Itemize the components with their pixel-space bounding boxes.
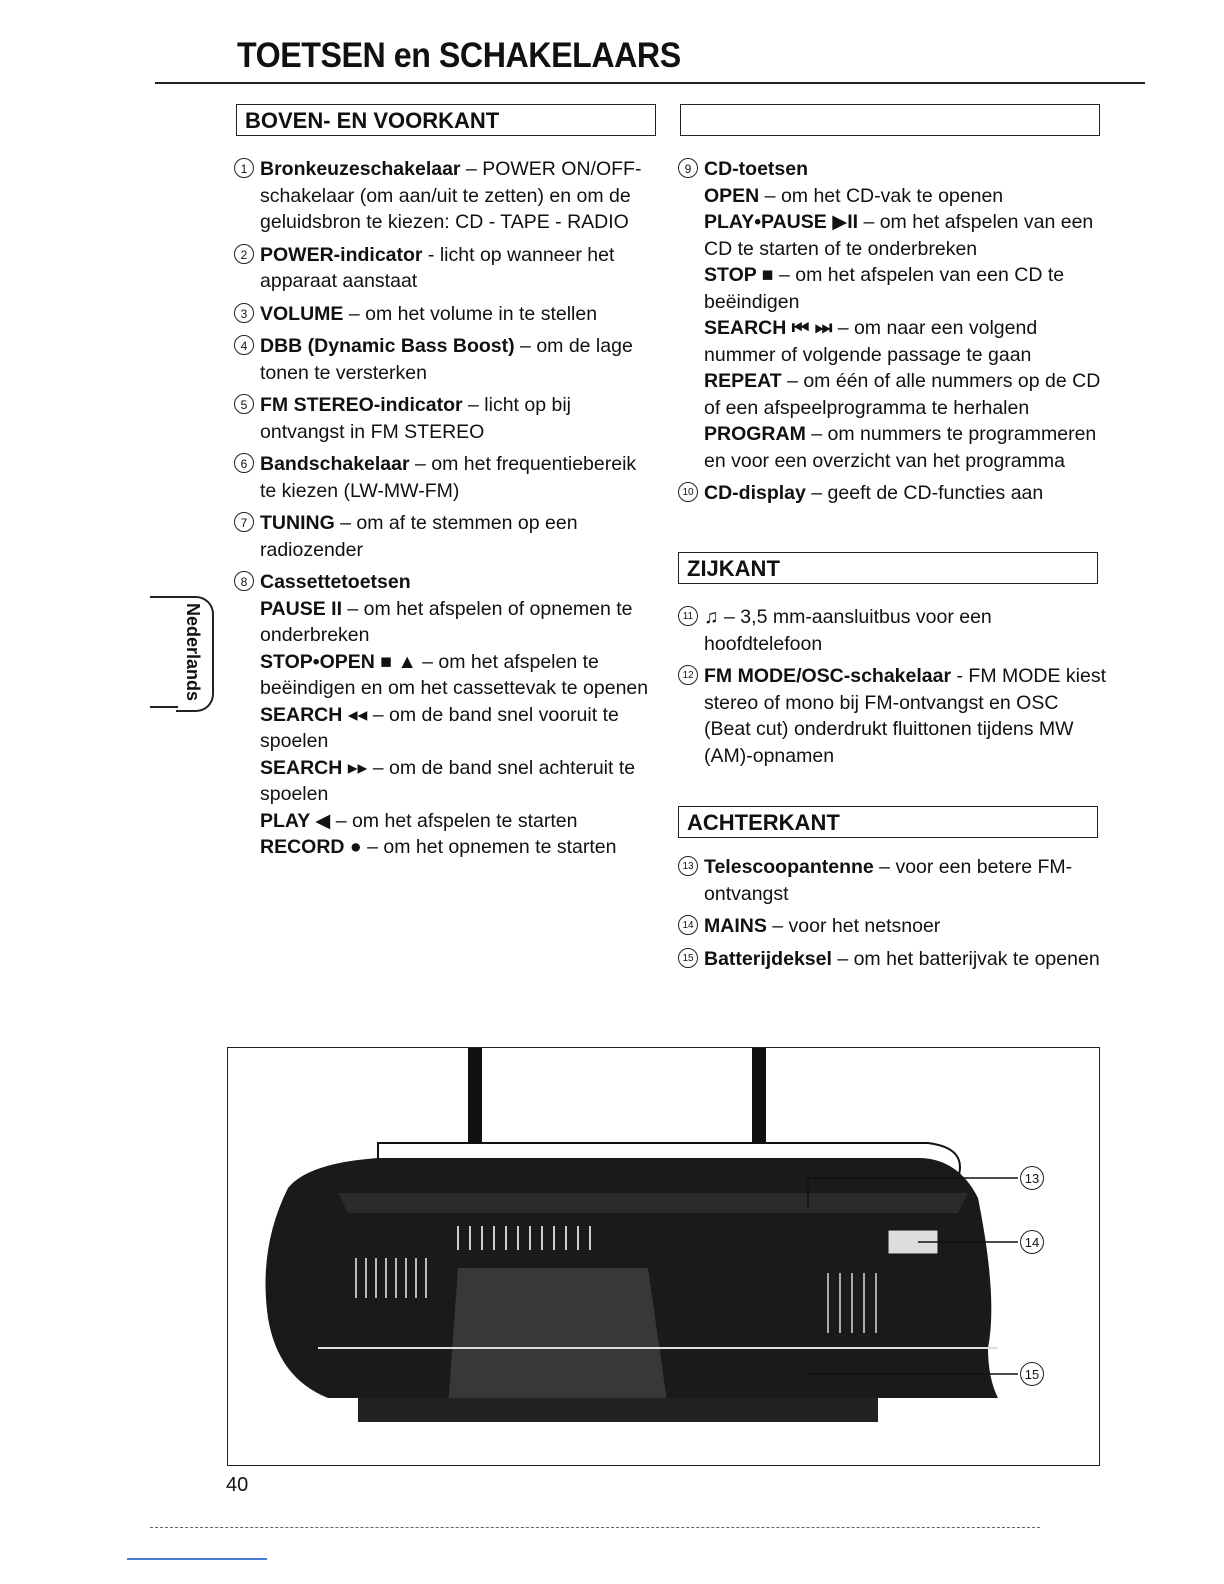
cd-display-label: CD-display	[704, 482, 806, 504]
item-number: 5	[234, 394, 254, 414]
header-side: ZIJKANT	[678, 552, 1098, 584]
item-text: - licht op wanneer het apparaat aanstaat	[260, 243, 615, 292]
sub-item-text: – om de band snel achteruit te spoelen	[260, 756, 636, 805]
sub-item	[260, 596, 654, 649]
item-label: Bronkeuzeschakelaar	[260, 158, 461, 180]
item-text: – om het frequentiebereik te kiezen (LW-MW-FM)	[260, 453, 637, 502]
sub-item-label: SEARCH ⏮ ⏭	[704, 317, 833, 339]
sub-item-text: – om het afspelen van een CD te starten of te onderbreken	[704, 211, 1094, 260]
sub-item-label: PLAY ◀	[260, 809, 331, 832]
item-label: ♫	[704, 606, 719, 628]
header-empty-box	[680, 104, 1100, 136]
sub-item-text: – om het afspelen te beëindigen en om het cassettevak te openen	[260, 650, 649, 699]
item-text: – 3,5 mm-aansluitbus voor een hoofdtelefoon	[704, 606, 992, 655]
sub-item-text: – om het afspelen van een CD te beëindigen	[704, 264, 1065, 313]
header-back: ACHTERKANT	[678, 806, 1098, 838]
tab-line-top	[150, 596, 178, 598]
list-item	[234, 301, 654, 328]
tab-line-bottom	[150, 706, 178, 708]
item-number: 2	[234, 244, 254, 264]
footer-blue-line	[127, 1558, 267, 1560]
footer-dash-line	[150, 1527, 1040, 1528]
list-item	[234, 451, 654, 504]
item-label: MAINS	[704, 915, 767, 937]
header-top-front: BOVEN- EN VOORKANT	[236, 104, 656, 136]
page-number: 40	[226, 1474, 249, 1496]
back-list	[678, 854, 1118, 978]
item-number: 13	[678, 856, 698, 876]
list-item	[678, 663, 1108, 769]
list-item	[678, 946, 1118, 973]
list-item	[234, 510, 654, 563]
sub-item	[704, 315, 1108, 368]
sub-item-label: OPEN	[704, 184, 760, 207]
item-label: TUNING	[260, 512, 335, 534]
sub-item-label: REPEAT	[704, 370, 782, 392]
list-item	[678, 604, 1108, 657]
item-label: VOLUME	[260, 302, 344, 325]
sub-item	[704, 209, 1108, 262]
item-text: – voor het netsnoer	[766, 915, 941, 937]
sub-item-label: PROGRAM	[704, 423, 806, 445]
list-item	[234, 392, 654, 445]
item-label: Bandschakelaar	[260, 453, 410, 475]
list-item	[678, 913, 1118, 940]
boombox-back-drawing	[228, 1048, 1100, 1466]
sub-item	[260, 755, 654, 808]
sub-item-text: – om het opnemen te starten	[361, 836, 617, 858]
item-text: – om het volume in te stellen	[343, 302, 598, 325]
sub-item-text: – om de band snel vooruit te spoelen	[260, 703, 619, 752]
item-text: – om de lage tonen te versterken	[260, 335, 633, 384]
item-label: DBB (Dynamic Bass Boost)	[260, 335, 515, 357]
sub-item-label: PAUSE II	[260, 597, 342, 620]
item-text: – voor een betere FM-ontvangst	[704, 856, 1073, 905]
right-column	[678, 156, 1108, 513]
cassette-entry	[234, 569, 654, 861]
sub-item-label: STOP ■	[704, 264, 774, 286]
item-label: FM STEREO-indicator	[260, 394, 463, 416]
item-text: – POWER ON/OFF-schakelaar (om aan/uit te zetten) en om de geluidsbron te kiezen: CD - TAPE - RADIO	[260, 158, 642, 233]
sub-item-text: – om het afspelen of opnemen te onderbreken	[260, 597, 633, 646]
item-number: 8	[234, 571, 254, 591]
cd-display-entry	[678, 480, 1108, 507]
cassette-label: Cassettetoetsen	[260, 571, 411, 593]
sub-item-text: – om het afspelen te starten	[330, 809, 578, 832]
sub-item	[704, 262, 1108, 315]
item-text: – om af te stemmen op een radiozender	[260, 512, 578, 561]
sub-item-text: – om het CD-vak te openen	[759, 184, 1004, 207]
item-number: 1	[234, 158, 254, 178]
sub-item-text: – om één of alle nummers op de CD of een afspeelprogramma te herhalen	[704, 370, 1101, 419]
item-label: POWER-indicator	[260, 243, 423, 266]
callout-number: 13	[1020, 1166, 1044, 1190]
item-text: – licht op bij ontvangst in FM STEREO	[260, 394, 571, 443]
item-label: Batterijdeksel	[704, 947, 832, 970]
page-title: TOETSEN en SCHAKELAARS	[237, 36, 681, 75]
item-text: – om het batterijvak te openen	[831, 947, 1100, 970]
sub-item	[260, 808, 654, 835]
sub-item	[704, 368, 1108, 421]
item-number: 4	[234, 335, 254, 355]
sub-item	[260, 649, 654, 702]
sub-item	[704, 421, 1108, 474]
item-label: Telescoopantenne	[704, 856, 874, 878]
sub-item-label: RECORD ●	[260, 836, 362, 858]
sub-item-label: SEARCH ◂◂	[260, 703, 368, 726]
item-number: 3	[234, 303, 254, 323]
sub-item-text: – om naar een volgend nummer of volgende passage te gaan	[704, 317, 1038, 366]
item-number: 6	[234, 453, 254, 473]
callout-number: 14	[1020, 1230, 1044, 1254]
item-label: FM MODE/OSC-schakelaar	[704, 665, 952, 687]
callout-number: 15	[1020, 1362, 1044, 1386]
cd-label: CD-toetsen	[704, 158, 809, 180]
cd-display-text: – geeft de CD-functies aan	[805, 482, 1044, 504]
item-text: - FM MODE kiest stereo of mono bij FM-ontvangst en OSC (Beat cut) onderdrukt fluittonen tijdens MW (AM)-opnamen	[704, 665, 1106, 767]
item-number: 10	[678, 482, 698, 502]
list-item	[678, 854, 1118, 907]
sub-item-label: SEARCH ▸▸	[260, 756, 368, 779]
list-item	[234, 333, 654, 386]
item-number: 12	[678, 665, 698, 685]
item-number: 11	[678, 606, 698, 626]
item-number: 14	[678, 915, 698, 935]
language-tab-label: Nederlands	[183, 602, 203, 702]
sub-item	[704, 183, 1108, 210]
title-rule	[155, 82, 1145, 84]
left-column	[234, 156, 654, 867]
list-item	[234, 242, 654, 295]
item-number: 15	[678, 948, 698, 968]
list-item	[234, 156, 654, 236]
side-list	[678, 604, 1108, 775]
item-number: 9	[678, 158, 698, 178]
device-illustration	[227, 1047, 1100, 1466]
item-number: 7	[234, 512, 254, 532]
sub-item	[260, 702, 654, 755]
sub-item-text: – om nummers te programmeren en voor een overzicht van het programma	[704, 423, 1097, 472]
sub-item-label: STOP•OPEN ■ ▲	[260, 650, 417, 673]
sub-item	[260, 834, 654, 861]
cd-entry	[678, 156, 1108, 474]
sub-item-label: PLAY•PAUSE ▶II	[704, 211, 859, 233]
